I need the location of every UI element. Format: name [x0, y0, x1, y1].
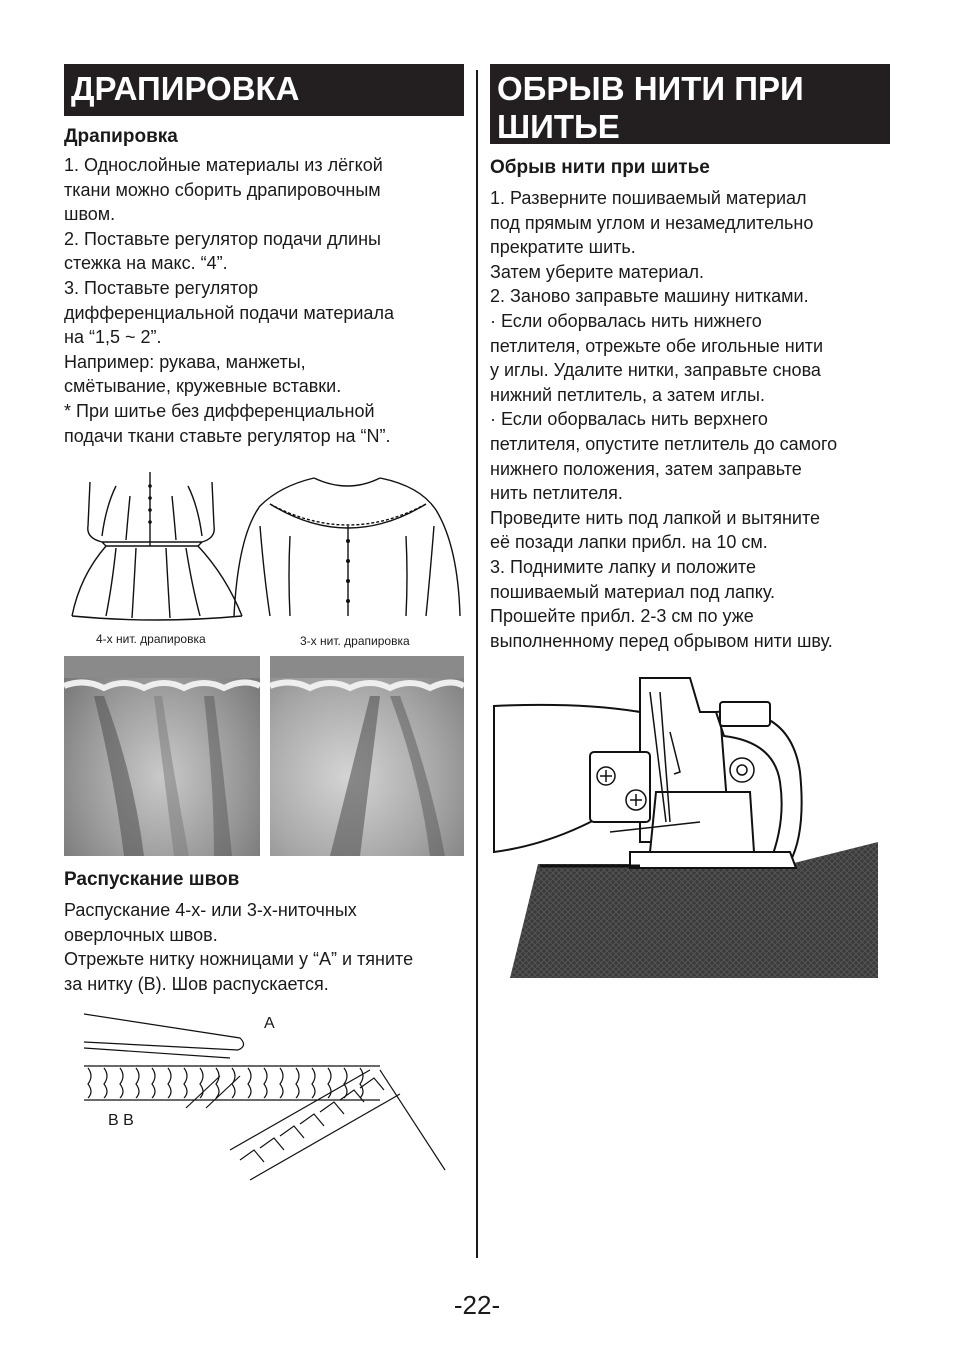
thread-break-text: 1. Разверните пошиваемый материал под прямым углом и незамедлительно прекратите шить. Затем уберите материал. 2. Заново заправьте машину нитками. · Если оборвалась нить нижнего петлителя, отрежьте обе игольные нити у иглы. Удалите нитки, заправьте снова нижний петлитель, а затем иглы. · Если оборвалась нить верхнего петлителя, опустите петлитель до самого нижнего положения, затем заправьте нить петлителя. Проведите нить под лапкой и вытяните её позади лапки прибл. на 10 см. 3. Поднимите лапку и положите пошиваемый материал под лапку. Прошейте прибл. 2-3 см по уже выполненному перед обрывом нити шву.: [490, 188, 838, 651]
unravel-text: Распускание 4-х- или 3-х-ниточных оверлочных швов. Отрежьте нитку ножницами у “A” и тяните за нитку (B). Шов распускается.: [64, 900, 414, 994]
gathering-heading: Драпировка: [64, 126, 178, 147]
gathered-fabric-photo-3thread: [270, 656, 464, 856]
unravel-heading: Распускание швов: [64, 869, 240, 890]
column-divider: [476, 70, 478, 1258]
seam-unravel-illustration: [80, 1010, 450, 1210]
gathering-text: 1. Однослойные материалы из лёгкой ткани можно сборить драпировочным швом. 2. Поставьте регулятор подачи длины стежка на макс. “4”. 3. Поставьте регулятор дифференциальной подачи материала на “1,5 ~ 2”. Например: рукава, манжеты, смётывание, кружевные вставки. * При шитье без дифференциальной подачи ткани ставьте регулятор на “N”.: [64, 155, 394, 446]
left-title: ДРАПИРОВКА: [64, 64, 464, 116]
right-title: ОБРЫВ НИТИ ПРИ ШИТЬЕ: [490, 64, 890, 144]
page-number: -22-: [453, 1290, 501, 1320]
caption-3thread: 3-х нит. драпировка: [300, 634, 410, 648]
blouse-illustration: [230, 466, 465, 626]
dress-illustration: [66, 466, 256, 626]
caption-4thread: 4-х нит. драпировка: [96, 632, 206, 646]
label-a: A: [264, 1015, 275, 1032]
gathered-fabric-photo-4thread: [64, 656, 260, 856]
label-b: B B: [108, 1112, 134, 1129]
thread-break-heading: Обрыв нити при шитье: [490, 157, 710, 178]
presser-foot-illustration: [490, 672, 880, 978]
